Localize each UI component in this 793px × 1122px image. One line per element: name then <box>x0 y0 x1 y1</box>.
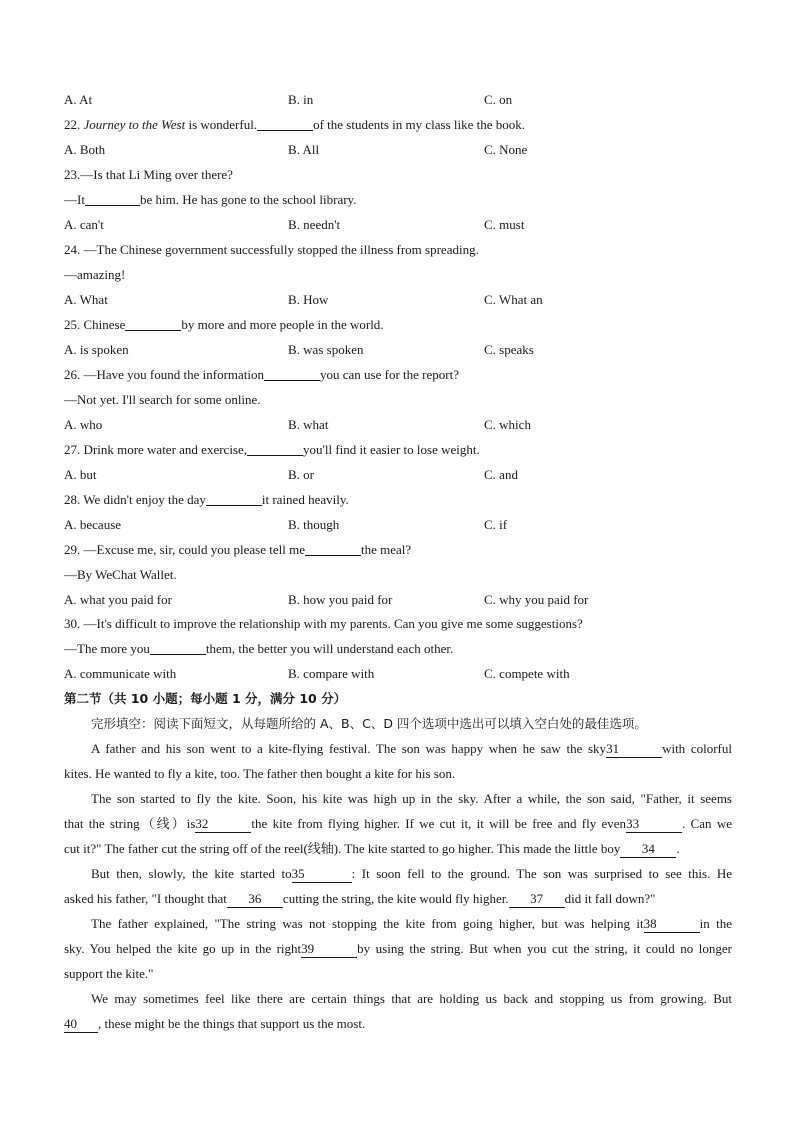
q29-blank <box>305 542 361 556</box>
q27-option-c: C. and <box>484 467 518 482</box>
q22-number: 22. <box>64 117 84 132</box>
q26-blank <box>264 367 320 381</box>
q21-option-c: C. on <box>484 92 513 107</box>
q28-stem <box>64 491 732 509</box>
q27-stem <box>64 441 732 459</box>
q29-stem <box>64 541 732 559</box>
q23-blank <box>85 192 140 206</box>
q23-option-c: C. must <box>484 217 525 232</box>
q30-blank <box>150 641 206 655</box>
passage-text: that the string（线）is <box>64 816 196 831</box>
q27-option-a: A. but <box>64 467 97 482</box>
q24-stem: 24. —The Chinese government successfully stopped the illness from spreading. <box>64 242 479 257</box>
q22-text-pre: is wonderful. <box>185 117 258 132</box>
passage-text: with colorful <box>662 741 732 756</box>
q28-text-pre: 28. We didn't enjoy the day <box>64 492 206 507</box>
passage-p1-line2: kites. He wanted to fly a kite, too. The father then bought a kite for his son. <box>64 766 456 781</box>
q22-option-a: A. Both <box>64 142 106 157</box>
q21-option-b: B. in <box>288 92 314 107</box>
q23-text-post: be him. He has gone to the school library. <box>139 192 357 207</box>
q25-text-post: by more and more people in the world. <box>181 317 384 332</box>
passage-p2-line2 <box>64 815 732 833</box>
passage-text: , these might be the things that support us the most. <box>98 1016 366 1031</box>
passage-text: by using the string. But when you cut the string, it could no longer <box>357 941 732 956</box>
q26-options <box>64 416 732 434</box>
q28-option-a: A. because <box>64 517 122 532</box>
q23-line2 <box>64 191 732 209</box>
q25-options <box>64 341 732 359</box>
passage-text: . <box>676 841 680 856</box>
passage-p5-line2 <box>64 1015 732 1033</box>
passage-text: . Can we <box>682 816 732 831</box>
q22-text-post: of the students in my class like the book. <box>313 117 526 132</box>
passage-text: : It soon fell to the ground. The son was surprised to see this. He <box>351 866 732 881</box>
q23-text-pre: —It <box>64 192 85 207</box>
passage-text: But then, slowly, the kite started to <box>91 866 292 881</box>
q23-option-a: A. can't <box>64 217 104 232</box>
q26-option-a: A. who <box>64 417 103 432</box>
blank-37: 37 <box>509 891 565 908</box>
q25-option-c: C. speaks <box>484 342 534 357</box>
q28-blank <box>206 492 262 506</box>
q25-text-pre: 25. Chinese <box>64 317 126 332</box>
q25-blank <box>125 317 181 331</box>
passage-p4-line2 <box>64 940 732 958</box>
q25-option-a: A. is spoken <box>64 342 129 357</box>
passage-p3-line2 <box>64 890 732 908</box>
passage-p4-line3: support the kite." <box>64 966 154 981</box>
q24-option-c: C. What an <box>484 292 543 307</box>
q30-option-c: C. compete with <box>484 666 570 681</box>
q24-option-a: A. What <box>64 292 108 307</box>
q24-option-b: B. How <box>288 292 329 307</box>
blank-34: 34 <box>620 841 676 858</box>
passage-text: asked his father, "I thought that <box>64 891 227 906</box>
q27-blank <box>247 442 303 456</box>
q27-options <box>64 466 732 484</box>
q21-options <box>64 91 732 109</box>
q29-option-c: C. why you paid for <box>484 592 589 607</box>
q26-stem <box>64 366 732 384</box>
q28-option-b: B. though <box>288 517 340 532</box>
q28-options <box>64 516 732 534</box>
blank-39: 39 <box>301 941 357 958</box>
q29-options <box>64 591 732 609</box>
q22-option-b: B. All <box>288 142 320 157</box>
passage-p3-line1 <box>91 865 732 883</box>
passage-text: sky. You helped the kite go up in the right <box>64 941 302 956</box>
q30-text-pre: —The more you <box>64 641 150 656</box>
q22-stem <box>64 116 732 134</box>
passage-text: did it fall down?" <box>564 891 656 906</box>
q27-option-b: B. or <box>288 467 314 482</box>
q22-book-title: Journey to the West <box>83 117 186 132</box>
section-heading: 第二节（共 10 小题；每小题 1 分，满分 10 分） <box>64 691 347 706</box>
q26-line2: —Not yet. I'll search for some online. <box>64 392 261 407</box>
q26-option-c: C. which <box>484 417 531 432</box>
q22-option-c: C. None <box>484 142 528 157</box>
q29-text-pre: 29. —Excuse me, sir, could you please tell me <box>64 542 306 557</box>
blank-33: 33 <box>626 816 682 833</box>
q21-option-a: A. At <box>64 92 93 107</box>
passage-p1-line1 <box>91 740 732 758</box>
blank-31: 31 <box>606 741 662 758</box>
q30-options <box>64 665 732 683</box>
q30-option-b: B. compare with <box>288 666 375 681</box>
passage-p2-line1: The son started to fly the kite. Soon, his kite was high up in the sky. After a while, the son said, "Father, it seems <box>91 791 732 806</box>
q26-text-post: you can use for the report? <box>320 367 459 382</box>
q26-option-b: B. what <box>288 417 329 432</box>
passage-text: A father and his son went to a kite-flying festival. The son was happy when he saw the sky <box>91 741 607 756</box>
q29-text-post: the meal? <box>361 542 412 557</box>
passage-p2-line3 <box>64 840 732 858</box>
q30-line2 <box>64 640 732 658</box>
q25-stem <box>64 316 732 334</box>
q23-options <box>64 216 732 234</box>
blank-40: 40 <box>64 1016 98 1033</box>
passage-p4-line1 <box>91 915 732 933</box>
q26-text-pre: 26. —Have you found the information <box>64 367 265 382</box>
q30-stem: 30. —It's difficult to improve the relationship with my parents. Can you give me some suggestions? <box>64 616 583 631</box>
q22-options <box>64 141 732 159</box>
q27-text-post: you'll find it easier to lose weight. <box>303 442 480 457</box>
q29-option-a: A. what you paid for <box>64 592 172 607</box>
q30-text-post: them, the better you will understand each other. <box>205 641 454 656</box>
blank-35: 35 <box>292 866 352 883</box>
section-instruction: 完形填空：阅读下面短文，从每题所给的 A、B、C、D 四个选项中选出可以填入空白处的最佳选项。 <box>91 716 647 731</box>
q29-option-b: B. how you paid for <box>288 592 393 607</box>
q22-blank <box>257 117 313 131</box>
q28-text-post: it rained heavily. <box>261 492 349 507</box>
passage-text: cut it?" The father cut the string off of the reel(线轴). The kite started to go higher. This made the little boy <box>64 841 621 856</box>
q30-option-a: A. communicate with <box>64 666 177 681</box>
passage-p5-line1: We may sometimes feel like there are certain things that are holding us back and stopping us from growing. But <box>91 991 732 1006</box>
q24-options <box>64 291 732 309</box>
blank-32: 32 <box>195 816 251 833</box>
q23-option-b: B. needn't <box>288 217 341 232</box>
passage-text: the kite from flying higher. If we cut it, it will be free and fly even <box>251 816 627 831</box>
blank-36: 36 <box>227 891 283 908</box>
q28-option-c: C. if <box>484 517 508 532</box>
blank-38: 38 <box>644 916 700 933</box>
q23-stem: 23.—Is that Li Ming over there? <box>64 167 233 182</box>
passage-text: The father explained, "The string was not stopping the kite from going higher, but was helping it <box>91 916 644 931</box>
q24-line2: —amazing! <box>64 267 126 282</box>
q27-text-pre: 27. Drink more water and exercise, <box>64 442 248 457</box>
passage-text: cutting the string, the kite would fly higher. <box>282 891 509 906</box>
passage-text: in the <box>699 916 732 931</box>
q29-line2: —By WeChat Wallet. <box>64 567 177 582</box>
q25-option-b: B. was spoken <box>288 342 364 357</box>
